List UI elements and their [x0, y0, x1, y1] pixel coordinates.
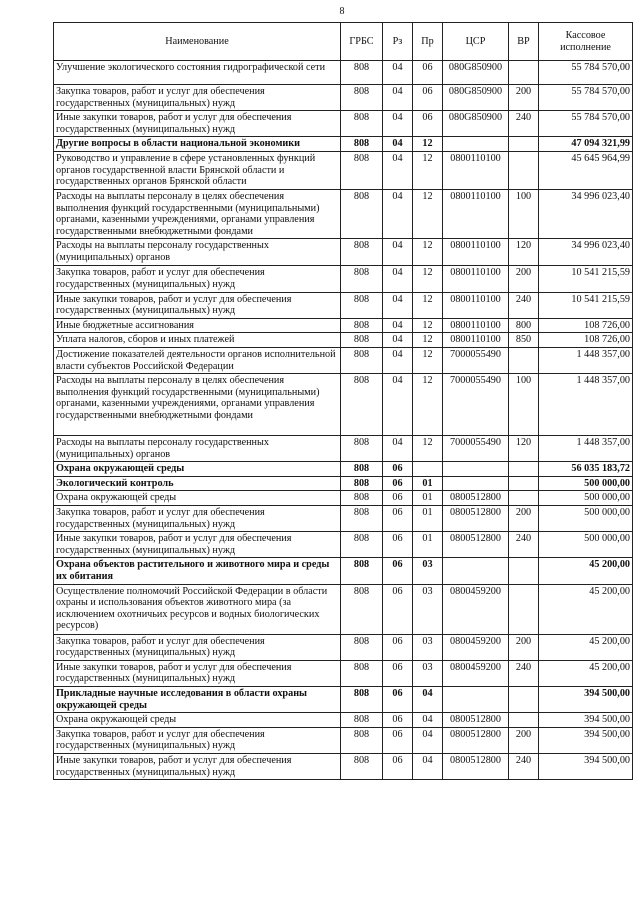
cell-rz: 06	[383, 634, 413, 660]
table-header-row	[54, 23, 633, 61]
header-rz: Рз	[383, 23, 413, 61]
cell-name: Иные закупки товаров, работ и услуг для обеспечения государственных (муниципальных) нужд	[54, 532, 341, 558]
table-row	[54, 713, 633, 728]
cell-rz: 04	[383, 347, 413, 373]
cell-vr	[509, 347, 539, 373]
cell-amount: 45 200,00	[539, 584, 633, 634]
table-row	[54, 333, 633, 348]
cell-csr: 080G850900	[443, 111, 509, 137]
cell-grbs: 808	[341, 374, 383, 436]
cell-pr: 12	[413, 374, 443, 436]
cell-pr: 12	[413, 347, 443, 373]
table-row	[54, 532, 633, 558]
cell-pr	[413, 462, 443, 477]
cell-grbs: 808	[341, 318, 383, 333]
cell-grbs: 808	[341, 713, 383, 728]
cell-rz: 06	[383, 532, 413, 558]
cell-vr: 240	[509, 660, 539, 686]
cell-grbs: 808	[341, 61, 383, 85]
cell-name: Расходы на выплаты персоналу государственных (муниципальных) органов	[54, 436, 341, 462]
cell-pr: 12	[413, 266, 443, 292]
cell-vr: 200	[509, 727, 539, 753]
cell-amount: 1 448 357,00	[539, 374, 633, 436]
table-row	[54, 318, 633, 333]
cell-csr	[443, 476, 509, 491]
cell-grbs: 808	[341, 584, 383, 634]
table-row	[54, 61, 633, 85]
table-row	[54, 266, 633, 292]
cell-vr: 100	[509, 189, 539, 238]
cell-pr: 12	[413, 436, 443, 462]
table-row	[54, 687, 633, 713]
cell-pr: 03	[413, 558, 443, 584]
cell-rz: 06	[383, 727, 413, 753]
cell-rz: 04	[383, 292, 413, 318]
table-row	[54, 436, 633, 462]
cell-amount: 45 200,00	[539, 660, 633, 686]
table-row	[54, 506, 633, 532]
cell-vr	[509, 462, 539, 477]
cell-amount: 394 500,00	[539, 753, 633, 779]
cell-rz: 04	[383, 85, 413, 111]
cell-pr: 01	[413, 532, 443, 558]
cell-vr: 240	[509, 753, 539, 779]
cell-csr: 0800512800	[443, 532, 509, 558]
cell-csr: 080G850900	[443, 85, 509, 111]
cell-vr: 200	[509, 634, 539, 660]
cell-amount: 55 784 570,00	[539, 85, 633, 111]
cell-name: Иные закупки товаров, работ и услуг для обеспечения государственных (муниципальных) нужд	[54, 660, 341, 686]
cell-name: Иные закупки товаров, работ и услуг для обеспечения государственных (муниципальных) нужд	[54, 753, 341, 779]
cell-vr	[509, 61, 539, 85]
cell-name: Закупка товаров, работ и услуг для обеспечения государственных (муниципальных) нужд	[54, 85, 341, 111]
table-row	[54, 491, 633, 506]
cell-csr	[443, 687, 509, 713]
cell-name: Руководство и управление в сфере установленных функций органов государственной власти Брянской области и государственных органов Брянской области	[54, 151, 341, 189]
cell-rz: 04	[383, 137, 413, 152]
table-row	[54, 347, 633, 373]
cell-vr: 240	[509, 292, 539, 318]
cell-pr: 12	[413, 239, 443, 266]
cell-amount: 47 094 321,99	[539, 137, 633, 152]
cell-amount: 394 500,00	[539, 713, 633, 728]
cell-name: Улучшение экологического состояния гидрографической сети	[54, 61, 341, 85]
cell-vr	[509, 491, 539, 506]
cell-csr: 7000055490	[443, 436, 509, 462]
cell-pr: 12	[413, 151, 443, 189]
cell-pr: 04	[413, 713, 443, 728]
budget-table	[53, 22, 633, 780]
table-row	[54, 189, 633, 238]
table-row	[54, 239, 633, 266]
cell-amount: 500 000,00	[539, 491, 633, 506]
cell-name: Охрана окружающей среды	[54, 491, 341, 506]
cell-csr: 0800459200	[443, 660, 509, 686]
cell-name: Расходы на выплаты персоналу государственных (муниципальных) органов	[54, 239, 341, 266]
cell-grbs: 808	[341, 151, 383, 189]
cell-grbs: 808	[341, 491, 383, 506]
cell-csr: 0800110100	[443, 239, 509, 266]
cell-vr: 120	[509, 436, 539, 462]
cell-name: Иные закупки товаров, работ и услуг для обеспечения государственных (муниципальных) нужд	[54, 111, 341, 137]
cell-vr: 200	[509, 85, 539, 111]
cell-pr: 12	[413, 318, 443, 333]
table-row	[54, 584, 633, 634]
table-row	[54, 151, 633, 189]
cell-name: Иные закупки товаров, работ и услуг для обеспечения государственных (муниципальных) нужд	[54, 292, 341, 318]
cell-grbs: 808	[341, 333, 383, 348]
cell-rz: 06	[383, 491, 413, 506]
cell-rz: 06	[383, 660, 413, 686]
cell-name: Расходы на выплаты персоналу в целях обеспечения выполнения функций государственными (муниципальными) органами, казенными учреждениями, органами управления государственными внебюджетными фондами	[54, 374, 341, 436]
table-row	[54, 753, 633, 779]
cell-amount: 1 448 357,00	[539, 436, 633, 462]
cell-name: Осуществление полномочий Российской Федерации в области охраны и использования объектов животного мира (за исключением охотничьих ресурсов и водных биологических ресурсов)	[54, 584, 341, 634]
cell-rz: 06	[383, 558, 413, 584]
cell-pr: 06	[413, 61, 443, 85]
cell-csr: 0800459200	[443, 584, 509, 634]
cell-rz: 04	[383, 436, 413, 462]
cell-vr	[509, 137, 539, 152]
cell-pr: 12	[413, 333, 443, 348]
cell-rz: 06	[383, 506, 413, 532]
cell-grbs: 808	[341, 462, 383, 477]
cell-amount: 45 645 964,99	[539, 151, 633, 189]
cell-pr: 01	[413, 491, 443, 506]
cell-vr	[509, 687, 539, 713]
cell-rz: 04	[383, 61, 413, 85]
cell-vr	[509, 558, 539, 584]
cell-rz: 06	[383, 753, 413, 779]
cell-grbs: 808	[341, 347, 383, 373]
cell-name: Закупка товаров, работ и услуг для обеспечения государственных (муниципальных) нужд	[54, 634, 341, 660]
cell-pr: 03	[413, 660, 443, 686]
cell-csr: 7000055490	[443, 374, 509, 436]
cell-amount: 1 448 357,00	[539, 347, 633, 373]
cell-rz: 06	[383, 584, 413, 634]
cell-pr: 04	[413, 687, 443, 713]
cell-grbs: 808	[341, 506, 383, 532]
cell-csr: 0800512800	[443, 491, 509, 506]
cell-rz: 06	[383, 462, 413, 477]
cell-csr: 0800110100	[443, 266, 509, 292]
cell-csr	[443, 137, 509, 152]
cell-amount: 394 500,00	[539, 727, 633, 753]
cell-amount: 45 200,00	[539, 558, 633, 584]
cell-csr: 0800110100	[443, 151, 509, 189]
cell-amount: 45 200,00	[539, 634, 633, 660]
cell-vr: 800	[509, 318, 539, 333]
cell-pr: 03	[413, 634, 443, 660]
cell-rz: 06	[383, 476, 413, 491]
cell-csr: 0800512800	[443, 506, 509, 532]
cell-amount: 10 541 215,59	[539, 266, 633, 292]
table-row	[54, 111, 633, 137]
cell-pr: 12	[413, 292, 443, 318]
header-vr: ВР	[509, 23, 539, 61]
cell-amount: 108 726,00	[539, 333, 633, 348]
cell-vr: 100	[509, 374, 539, 436]
table-row	[54, 660, 633, 686]
cell-grbs: 808	[341, 532, 383, 558]
header-grbs: ГРБС	[341, 23, 383, 61]
cell-amount: 55 784 570,00	[539, 61, 633, 85]
cell-csr	[443, 558, 509, 584]
cell-pr: 04	[413, 727, 443, 753]
table-row	[54, 476, 633, 491]
header-name: Наименование	[54, 23, 341, 61]
cell-amount: 55 784 570,00	[539, 111, 633, 137]
cell-rz: 04	[383, 111, 413, 137]
cell-amount: 108 726,00	[539, 318, 633, 333]
table-row	[54, 727, 633, 753]
cell-csr: 0800110100	[443, 189, 509, 238]
cell-grbs: 808	[341, 660, 383, 686]
cell-vr: 850	[509, 333, 539, 348]
cell-grbs: 808	[341, 436, 383, 462]
cell-csr: 7000055490	[443, 347, 509, 373]
cell-grbs: 808	[341, 137, 383, 152]
cell-grbs: 808	[341, 687, 383, 713]
table-row	[54, 137, 633, 152]
cell-amount: 34 996 023,40	[539, 189, 633, 238]
cell-name: Иные бюджетные ассигнования	[54, 318, 341, 333]
cell-csr: 0800110100	[443, 333, 509, 348]
header-csr: ЦСР	[443, 23, 509, 61]
cell-rz: 04	[383, 239, 413, 266]
cell-grbs: 808	[341, 239, 383, 266]
cell-vr: 120	[509, 239, 539, 266]
cell-csr: 080G850900	[443, 61, 509, 85]
cell-grbs: 808	[341, 111, 383, 137]
cell-name: Охрана окружающей среды	[54, 462, 341, 477]
cell-rz: 04	[383, 151, 413, 189]
cell-amount: 394 500,00	[539, 687, 633, 713]
cell-grbs: 808	[341, 266, 383, 292]
cell-grbs: 808	[341, 476, 383, 491]
cell-pr: 12	[413, 137, 443, 152]
cell-grbs: 808	[341, 558, 383, 584]
cell-rz: 04	[383, 318, 413, 333]
cell-name: Охрана окружающей среды	[54, 713, 341, 728]
cell-csr: 0800459200	[443, 634, 509, 660]
table-row	[54, 292, 633, 318]
cell-name: Охрана объектов растительного и животного мира и среды их обитания	[54, 558, 341, 584]
cell-vr: 240	[509, 532, 539, 558]
cell-csr: 0800110100	[443, 292, 509, 318]
table-row	[54, 85, 633, 111]
cell-csr	[443, 462, 509, 477]
cell-grbs: 808	[341, 634, 383, 660]
cell-rz: 04	[383, 374, 413, 436]
cell-vr	[509, 151, 539, 189]
header-amount: Кассовое исполнение	[539, 23, 633, 61]
table-row	[54, 558, 633, 584]
table-row	[54, 462, 633, 477]
cell-name: Другие вопросы в области национальной экономики	[54, 137, 341, 152]
cell-rz: 04	[383, 189, 413, 238]
cell-name: Расходы на выплаты персоналу в целях обеспечения выполнения функций государственными (муниципальными) органами, казенными учреждениями, органами управления государственными внебюджетными фондами	[54, 189, 341, 238]
cell-rz: 04	[383, 333, 413, 348]
cell-csr: 0800512800	[443, 753, 509, 779]
cell-pr: 01	[413, 476, 443, 491]
cell-name: Закупка товаров, работ и услуг для обеспечения государственных (муниципальных) нужд	[54, 727, 341, 753]
cell-rz: 04	[383, 266, 413, 292]
cell-amount: 10 541 215,59	[539, 292, 633, 318]
cell-grbs: 808	[341, 189, 383, 238]
cell-csr: 0800110100	[443, 318, 509, 333]
cell-name: Закупка товаров, работ и услуг для обеспечения государственных (муниципальных) нужд	[54, 266, 341, 292]
cell-pr: 06	[413, 111, 443, 137]
cell-amount: 56 035 183,72	[539, 462, 633, 477]
cell-grbs: 808	[341, 727, 383, 753]
cell-amount: 500 000,00	[539, 532, 633, 558]
cell-amount: 500 000,00	[539, 476, 633, 491]
cell-name: Уплата налогов, сборов и иных платежей	[54, 333, 341, 348]
cell-pr: 12	[413, 189, 443, 238]
cell-csr: 0800512800	[443, 727, 509, 753]
header-pr: Пр	[413, 23, 443, 61]
cell-rz: 06	[383, 713, 413, 728]
cell-name: Экологический контроль	[54, 476, 341, 491]
cell-name: Прикладные научные исследования в области охраны окружающей среды	[54, 687, 341, 713]
cell-name: Закупка товаров, работ и услуг для обеспечения государственных (муниципальных) нужд	[54, 506, 341, 532]
cell-pr: 04	[413, 753, 443, 779]
cell-pr: 06	[413, 85, 443, 111]
cell-amount: 500 000,00	[539, 506, 633, 532]
cell-vr	[509, 713, 539, 728]
cell-vr: 200	[509, 266, 539, 292]
cell-grbs: 808	[341, 85, 383, 111]
table-row	[54, 374, 633, 436]
cell-grbs: 808	[341, 292, 383, 318]
cell-amount: 34 996 023,40	[539, 239, 633, 266]
page-number: 8	[339, 6, 345, 17]
cell-vr	[509, 584, 539, 634]
cell-vr: 200	[509, 506, 539, 532]
cell-grbs: 808	[341, 753, 383, 779]
cell-pr: 01	[413, 506, 443, 532]
cell-pr: 03	[413, 584, 443, 634]
table-row	[54, 634, 633, 660]
cell-vr: 240	[509, 111, 539, 137]
cell-rz: 06	[383, 687, 413, 713]
cell-vr	[509, 476, 539, 491]
cell-name: Достижение показателей деятельности органов исполнительной власти субъектов Российской Федерации	[54, 347, 341, 373]
cell-csr: 0800512800	[443, 713, 509, 728]
